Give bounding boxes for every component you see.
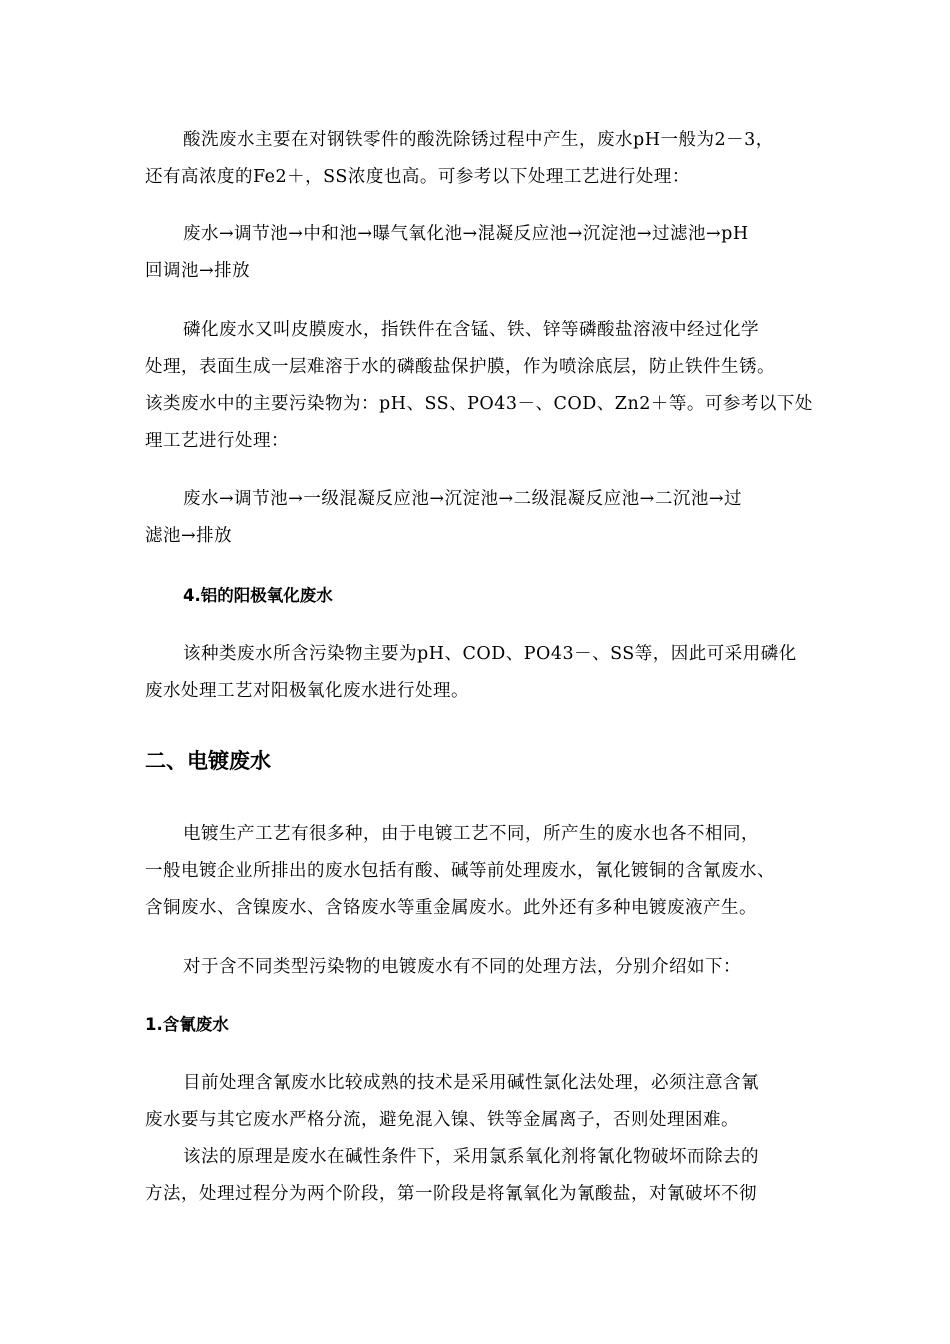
anodizing-heading: 4.铝的阳极氧化废水 xyxy=(183,586,333,605)
phosphating-line-4: 理工艺进行处理： xyxy=(145,431,289,451)
principle-line-2: 方法，处理过程分为两个阶段，第一阶段是将氰氧化为氰酸盐，对氰破坏不彻 xyxy=(145,1184,757,1204)
phosphating-flow-line-1: 废水→调节池→一级混凝反应池→沉淀池→二级混凝反应池→二沉池→过 xyxy=(183,489,742,509)
electroplating-line-1: 电镀生产工艺有很多种，由于电镀工艺不同，所产生的废水也各不相同， xyxy=(183,824,759,844)
cyanide-line-1: 目前处理含氰废水比较成熟的技术是采用碱性氯化法处理，必须注意含氰 xyxy=(183,1073,759,1093)
phosphating-line-2: 处理，表面生成一层难溶于水的磷酸盐保护膜，作为喷涂底层，防止铁件生锈。 xyxy=(145,357,775,377)
acid-flow-line-2: 回调池→排放 xyxy=(145,261,251,281)
cyanide-line-2: 废水要与其它废水严格分流，避免混入镍、铁等金属离子，否则处理困难。 xyxy=(145,1110,739,1130)
anodizing-line-1: 该种类废水所含污染物主要为pH、COD、PO43－、SS等，因此可采用磷化 xyxy=(183,644,797,664)
methods-intro: 对于含不同类型污染物的电镀废水有不同的处理方法，分别介绍如下： xyxy=(183,957,741,977)
cyanide-heading: 1.含氰废水 xyxy=(145,1015,229,1034)
anodizing-line-2: 废水处理工艺对阳极氧化废水进行处理。 xyxy=(145,681,469,701)
principle-line-1: 该法的原理是废水在碱性条件下，采用氯系氧化剂将氰化物破坏而除去的 xyxy=(183,1147,759,1167)
acid-wash-line-2: 还有高浓度的Fe2＋，SS浓度也高。可参考以下处理工艺进行处理： xyxy=(145,167,690,187)
section-two-heading: 二、电镀废水 xyxy=(145,749,271,773)
phosphating-flow-line-2: 滤池→排放 xyxy=(145,526,233,546)
electroplating-line-3: 含铜废水、含镍废水、含铬废水等重金属废水。此外还有多种电镀废液产生。 xyxy=(145,898,757,918)
acid-flow-line-1: 废水→调节池→中和池→曝气氧化池→混凝反应池→沉淀池→过滤池→pH xyxy=(183,224,749,244)
phosphating-line-1: 磷化废水又叫皮膜废水，指铁件在含锰、铁、锌等磷酸盐溶液中经过化学 xyxy=(183,320,759,340)
electroplating-line-2: 一般电镀企业所排出的废水包括有酸、碱等前处理废水，氰化镀铜的含氰废水、 xyxy=(145,861,775,881)
phosphating-line-3: 该类废水中的主要污染物为：pH、SS、PO43－、COD、Zn2＋等。可参考以下处 xyxy=(145,394,813,414)
acid-wash-line-1: 酸洗废水主要在对钢铁零件的酸洗除锈过程中产生，废水pH一般为2－3， xyxy=(183,130,774,150)
